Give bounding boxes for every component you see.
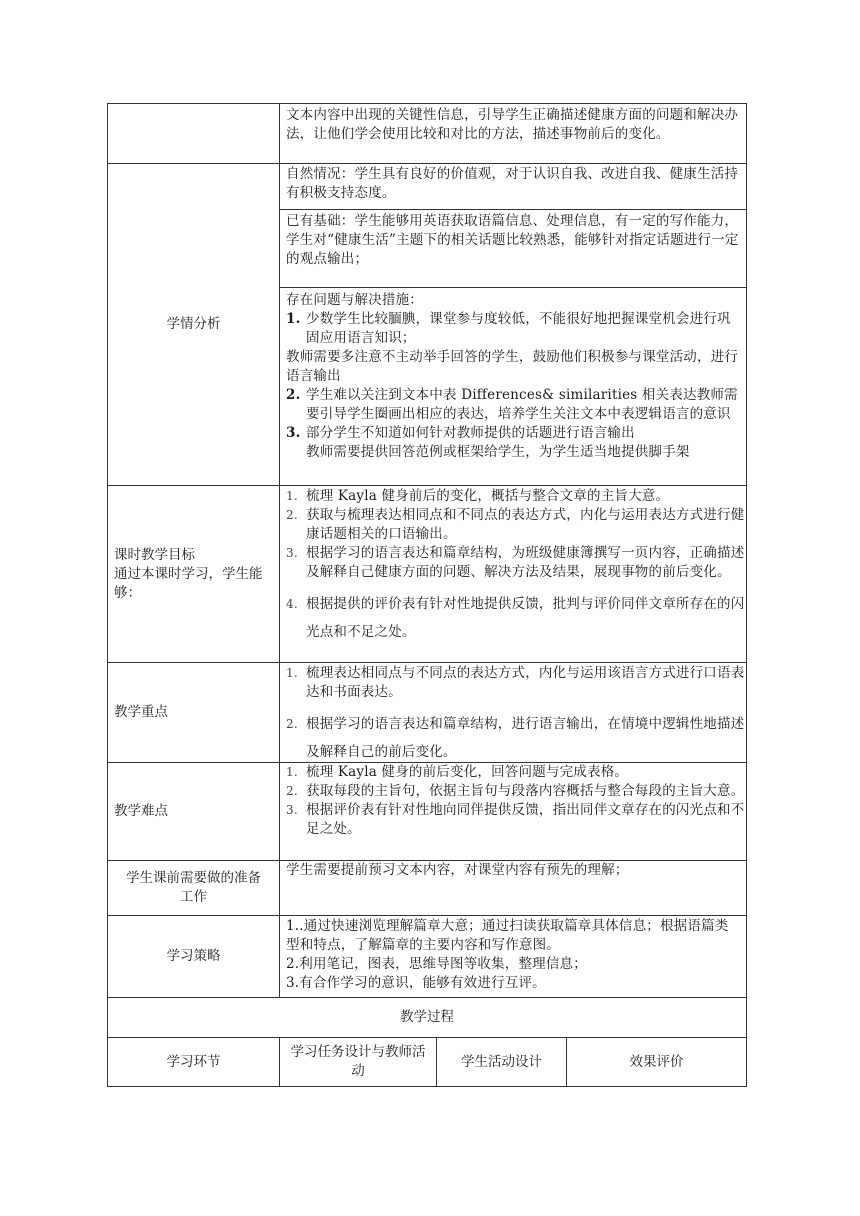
goal-2-number: 2. bbox=[286, 508, 298, 522]
problem-3-solution: 教师需要提供回答范例或框架给学生，为学生适当地提供脚手架 bbox=[306, 444, 690, 460]
problem-2-text: 学生难以关注到文本中表 Differences& similarities 相关表达教师需要引导学生圈画出相应的表达，培养学生关注文本中表逻辑语言的意识 bbox=[306, 387, 738, 422]
intro-content-cell bbox=[280, 104, 746, 163]
key-points-content bbox=[280, 663, 746, 762]
intro-text: 文本内容中出现的关键性信息，引导学生正确描述健康方面的问题和解决办法，让他们学会使用比较和对比的方法，描述事物前后的变化。 bbox=[286, 107, 739, 142]
difficulty-2-number: 2. bbox=[286, 784, 298, 798]
process-title-row bbox=[107, 998, 747, 1038]
key-points-label: 教学重点 bbox=[108, 663, 280, 762]
natural-situation-text: 自然情况：学生具有良好的价值观，对于认识自我、改进自我、健康生活持有积极支持态度。 bbox=[286, 166, 739, 201]
lesson-goals-content bbox=[280, 486, 746, 662]
key-point-item-1 bbox=[280, 664, 746, 702]
strategy-content bbox=[280, 916, 746, 997]
goal-item-4 bbox=[280, 590, 746, 646]
key-point-1-number: 1. bbox=[286, 666, 298, 680]
preparation-content bbox=[280, 861, 746, 915]
preparation-row bbox=[107, 861, 747, 916]
header-effect-evaluation: 效果评价 bbox=[629, 1053, 684, 1070]
key-point-1-text: 梳理表达相同点与不同点的表达方式，内化与运用该语言方式进行口语表达和书面表达。 bbox=[306, 665, 745, 700]
learning-analysis-row bbox=[107, 164, 747, 486]
problem-2-number: 2. bbox=[286, 387, 301, 403]
strategy-row bbox=[107, 916, 747, 998]
key-point-2-number: 2. bbox=[286, 717, 298, 731]
intro-label-cell bbox=[108, 104, 280, 163]
process-header-row bbox=[107, 1038, 747, 1087]
goal-2-text: 获取与梳理表达相同点和不同点的表达方式，内化与运用表达方式进行健康话题相关的口语输出。 bbox=[306, 507, 745, 542]
process-title: 教学过程 bbox=[400, 1009, 454, 1025]
existing-basis-text: 已有基础：学生能够用英语获取语篇信息、处理信息，有一定的写作能力，学生对“健康生活”主题下的相关话题比较熟悉，能够针对指定话题进行一定的观点输出； bbox=[286, 213, 739, 267]
difficulty-1-text: 梳理 Kayla 健身的前后变化，回答问题与完成表格。 bbox=[306, 764, 629, 780]
goal-4-number: 4. bbox=[286, 597, 298, 611]
difficulty-2-text: 获取每段的主旨句，依据主旨句与段落内容概括与整合每段的主旨大意。 bbox=[306, 783, 745, 799]
key-points-row bbox=[107, 663, 747, 763]
problem-3-number: 3. bbox=[286, 425, 301, 441]
goal-item-1 bbox=[280, 487, 746, 506]
natural-situation-cell bbox=[280, 164, 746, 210]
goal-3-text: 根据学习的语言表达和篇章结构，为班级健康簿撰写一页内容，正确描述及解释自己健康方面的问题、解决方法及结果，展现事物的前后变化。 bbox=[306, 545, 745, 580]
goal-item-2 bbox=[280, 506, 746, 544]
goal-1-number: 1. bbox=[286, 489, 298, 503]
goal-1-text: 梳理 Kayla 健身前后的变化，概括与整合文章的主旨大意。 bbox=[306, 488, 670, 504]
strategy-line-2: 2.利用笔记，图表，思维导图等收集，整理信息； bbox=[286, 956, 587, 972]
problem-1-text: 少数学生比较腼腆，课堂参与度较低，不能很好地把握课堂机会进行巩固应用语言知识； bbox=[306, 311, 731, 346]
difficulty-1-number: 1. bbox=[286, 765, 298, 779]
problem-1-solution: 教师需要多注意不主动举手回答的学生，鼓励他们积极参与课堂活动，进行语言输出 bbox=[286, 349, 739, 384]
strategy-line-3: 3.有合作学习的意识，能够有效进行互评。 bbox=[286, 975, 546, 991]
difficulty-item-1 bbox=[280, 763, 746, 782]
problem-3-text: 部分学生不知道如何针对教师提供的话题进行语言输出 bbox=[306, 425, 635, 441]
difficulties-label: 教学难点 bbox=[108, 763, 280, 860]
preparation-label: 学生课前需要做的准备工作 bbox=[108, 861, 280, 915]
learning-analysis-label: 学情分析 bbox=[108, 164, 280, 485]
problems-cell bbox=[280, 288, 746, 486]
key-point-item-2 bbox=[280, 710, 746, 766]
problem-1-number: 1. bbox=[286, 311, 301, 327]
strategy-label: 学习策略 bbox=[108, 916, 280, 997]
lesson-goals-label-line1: 课时教学目标 bbox=[114, 546, 195, 563]
goal-3-number: 3. bbox=[286, 546, 298, 560]
problem-item-2 bbox=[280, 386, 740, 424]
difficulty-item-3 bbox=[280, 801, 746, 839]
problem-item-3 bbox=[280, 424, 740, 443]
header-student-activity: 学生活动设计 bbox=[437, 1038, 567, 1086]
strategy-line-1: 1..通过快速浏览理解篇章大意；通过扫读获取篇章具体信息；根据语篇类型和特点，了解篇章的主要内容和写作意图。 bbox=[286, 918, 729, 953]
preparation-text: 学生需要提前预习文本内容，对课堂内容有预先的理解； bbox=[286, 862, 629, 878]
learning-analysis-content bbox=[280, 164, 746, 485]
problems-title: 存在问题与解决措施： bbox=[286, 292, 423, 308]
header-learning-stage: 学习环节 bbox=[108, 1038, 280, 1086]
lesson-goals-label-line2: 通过本课时学习，学生能够： bbox=[114, 565, 263, 601]
goal-item-3 bbox=[280, 544, 746, 582]
existing-basis-cell bbox=[280, 210, 746, 288]
lesson-goals-row bbox=[107, 486, 747, 663]
header-task-design: 学习任务设计与教师活动 bbox=[280, 1038, 437, 1086]
difficulty-3-text: 根据评价表有针对性地向同伴提供反馈，指出同伴文章存在的闪光点和不足之处。 bbox=[306, 802, 745, 837]
intro-row bbox=[107, 103, 747, 164]
problem-item-1 bbox=[280, 310, 740, 348]
lesson-goals-label bbox=[108, 486, 280, 662]
goal-4-text: 根据提供的评价表有针对性地提供反馈，批判与评价同伴文章所存在的闪光点和不足之处。 bbox=[306, 596, 745, 640]
difficulty-item-2 bbox=[280, 782, 746, 801]
difficulties-row bbox=[107, 763, 747, 861]
difficulty-3-number: 3. bbox=[286, 803, 298, 817]
key-point-2-text: 根据学习的语言表达和篇章结构，进行语言输出，在情境中逻辑性地描述及解释自己的前后变化。 bbox=[306, 716, 745, 760]
difficulties-content bbox=[280, 763, 746, 860]
problem-3-solution-item bbox=[280, 443, 740, 462]
